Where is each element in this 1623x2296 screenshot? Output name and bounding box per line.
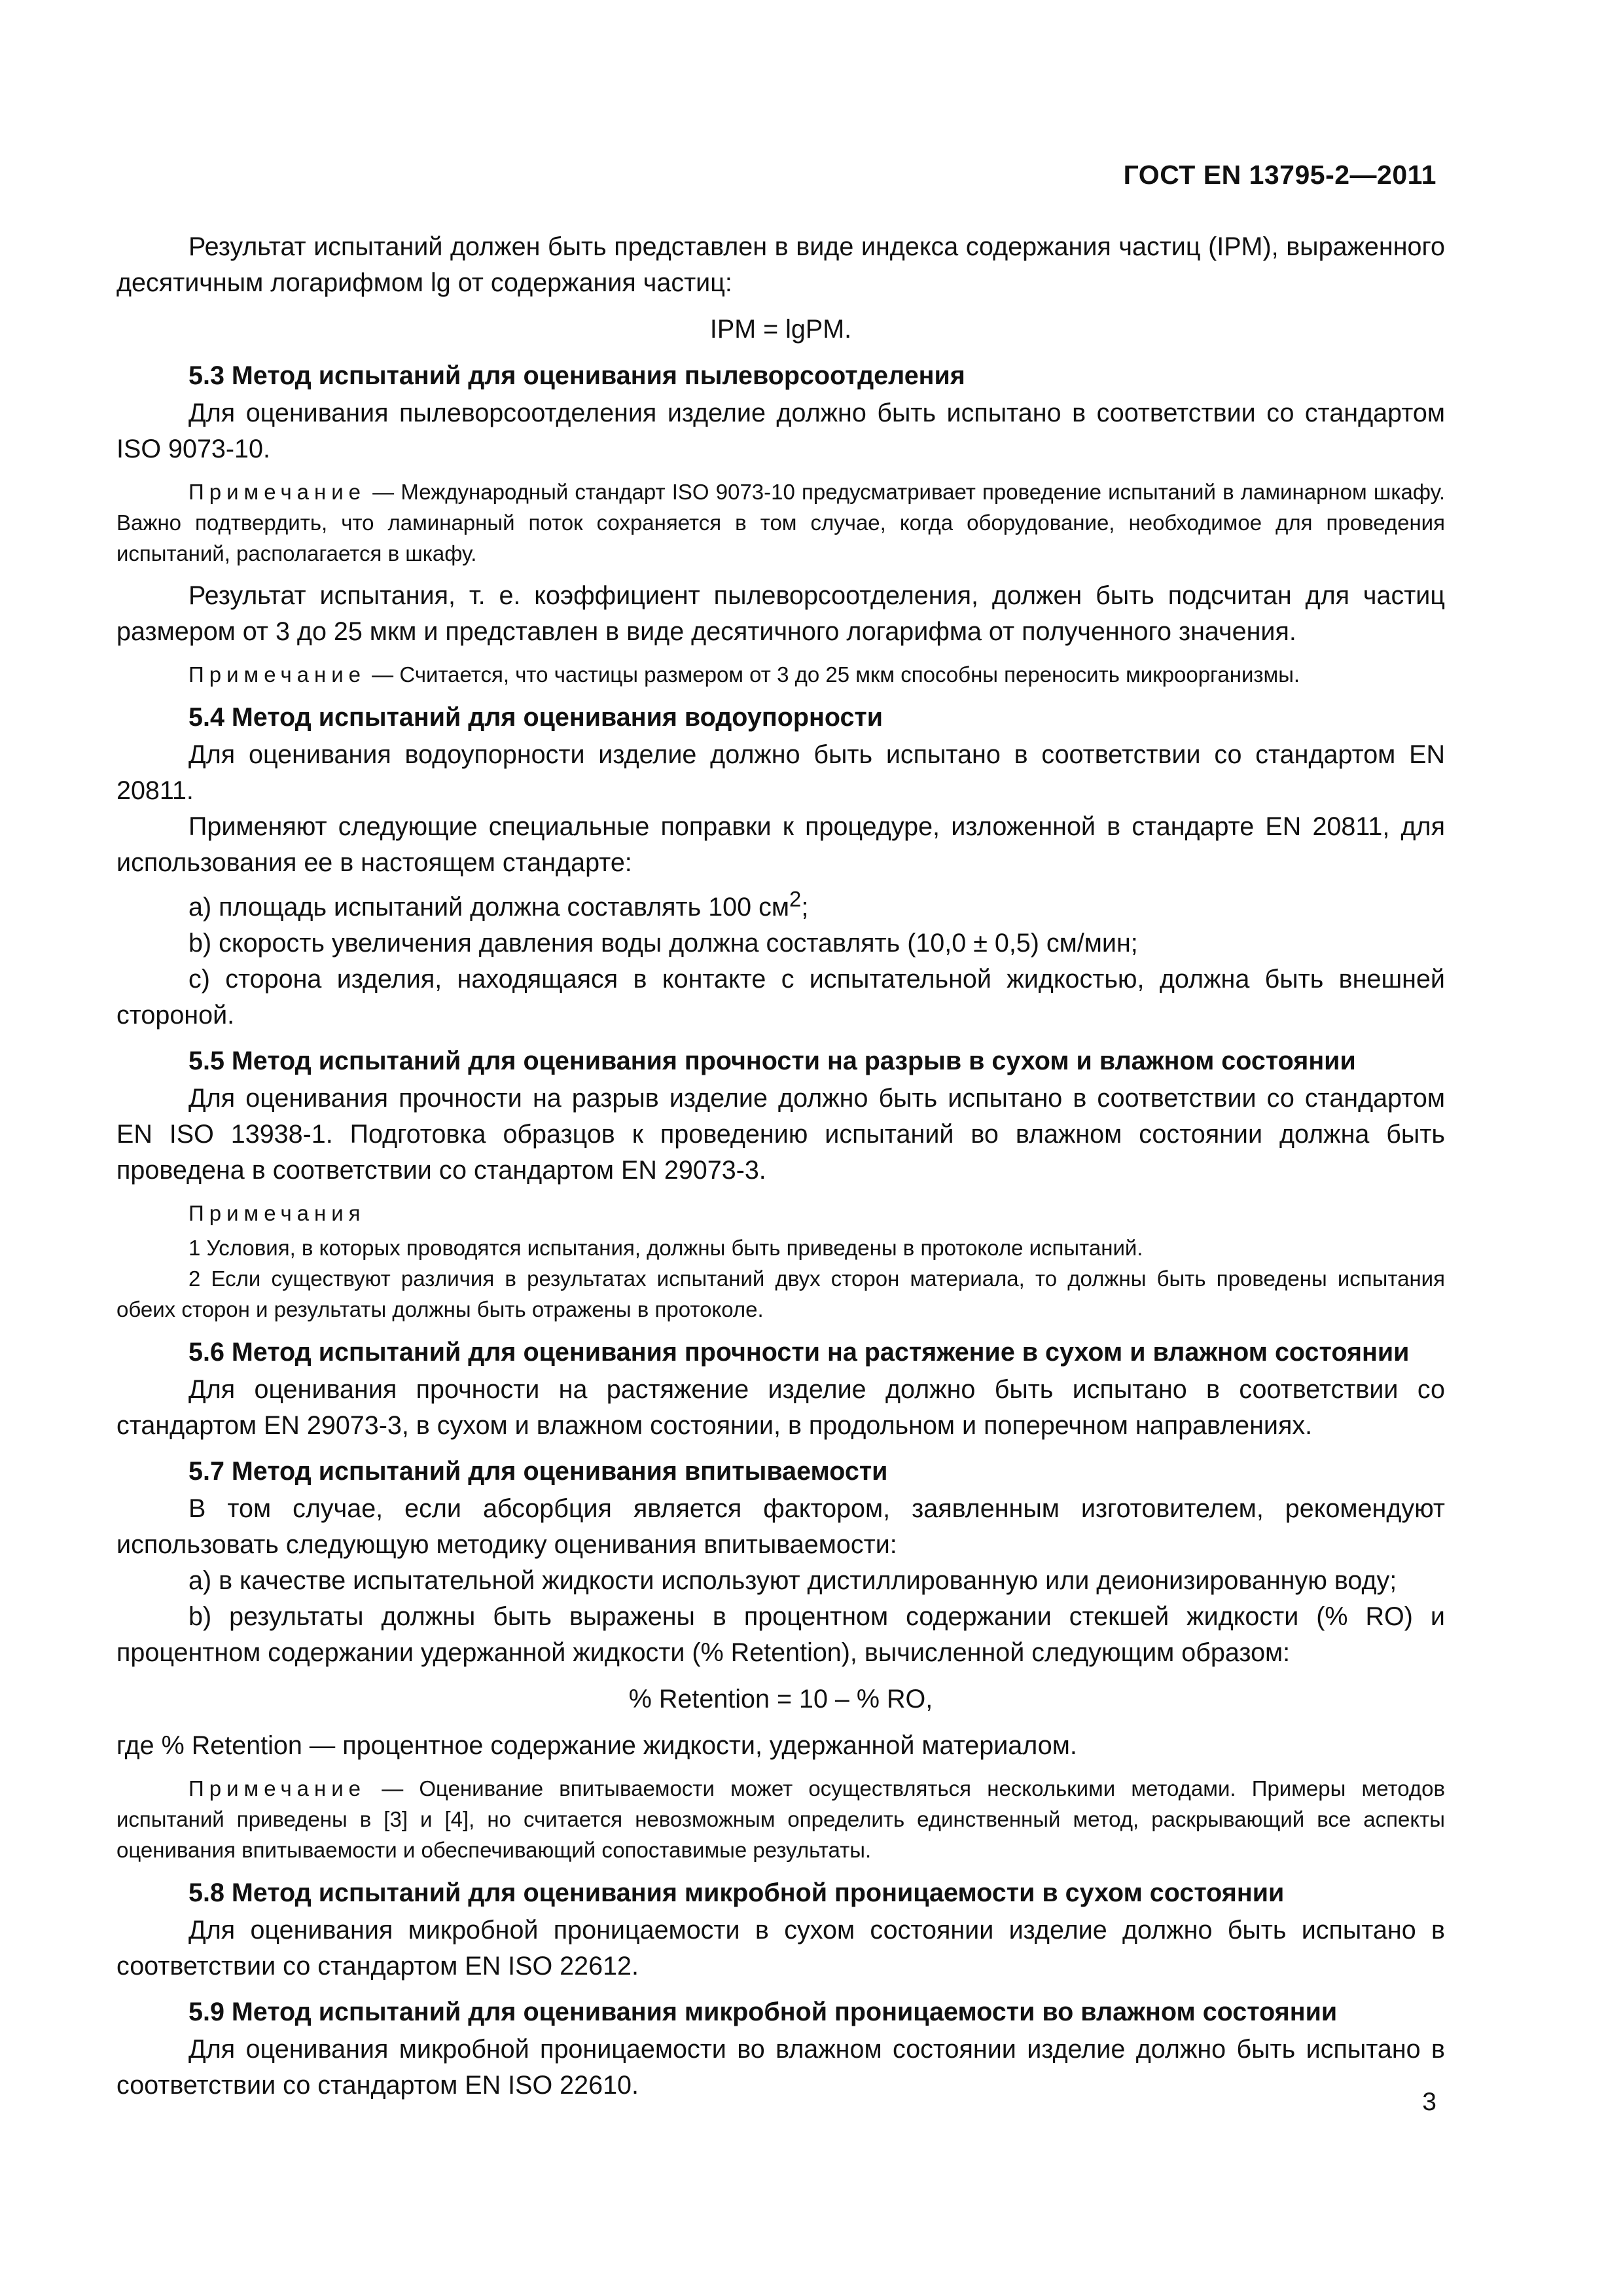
note-label: Примечание [188,1776,366,1801]
section-5-7-paragraph-1: В том случае, если абсорбция является фактором, заявленным изготовителем, рекомендуют использовать следующую методику оценивания впитываемости: [116,1494,1445,1560]
note-text: — Международный стандарт ISO 9073-10 предусматривает проведение испытаний в ламинарном шкафу. Важно подтвердить, что ламинарный поток сохраняется в том случае, когда оборудование, необходимое для проведения испытаний, располагается в шкафу. [116,480,1445,565]
section-5-3-title: 5.3 Метод испытаний для оценивания пылеворсоотделения [188,361,965,390]
section-5-7-title: 5.7 Метод испытаний для оценивания впитываемости [188,1457,888,1486]
notes-label: Примечания [188,1201,366,1226]
section-5-5-paragraph-1: Для оценивания прочности на разрыв изделие должно быть испытано в соответствии со стандартом EN ISO 13938-1. Подготовка образцов к проведению испытаний во влажном состоянии должна быть проведена в соответствии со стандартом EN 29073-3. [116,1084,1445,1185]
section-5-7-item-b: b) результаты должны быть выражены в процентном содержании стекшей жидкости (% RO) и процентном содержании удержанной жидкости (% Retention), вычисленной следующим образом: [116,1602,1445,1668]
section-5-7-item-a: а) в качестве испытательной жидкости используют дистиллированную или деионизированную воду; [188,1566,1397,1596]
section-5-5-note-1: 1 Условия, в которых проводятся испытания, должны быть приведены в протоколе испытаний. [188,1236,1143,1261]
section-5-7-where: где % Retention — процентное содержание жидкости, удержанной материалом. [116,1731,1077,1761]
standard-header: ГОСТ EN 13795-2—2011 [1123,160,1436,190]
item-a-superscript: 2 [789,887,802,911]
section-5-4-paragraph-2: Применяют следующие специальные поправки к процедуре, изложенной в стандарте EN 20811, для использования ее в настоящем стандарте: [116,812,1445,877]
section-5-3-paragraph-2: Результат испытания, т. е. коэффициент пылеворсоотделения, должен быть подсчитан для частиц размером от 3 до 25 мкм и представлен в виде десятичного логарифма от полученного значения. [116,581,1445,646]
section-5-7-formula: % Retention = 10 – % RO, [628,1685,933,1714]
section-5-3-note-1 [116,476,1445,569]
item-a-end: ; [801,893,809,922]
section-5-6-title: 5.6 Метод испытаний для оценивания прочности на растяжение в сухом и влажном состоянии [188,1338,1410,1367]
note-label: Примечание [188,480,366,504]
section-5-6-paragraph-1: Для оценивания прочности на растяжение изделие должно быть испытано в соответствии со стандартом EN 29073-3, в сухом и влажном состоянии, в продольном и поперечном направлениях. [116,1375,1445,1441]
item-a-text: а) площадь испытаний должна составлять 100 см [188,893,789,922]
section-5-7-note [116,1773,1445,1865]
section-5-9-paragraph-1: Для оценивания микробной проницаемости во влажном состоянии изделие должно быть испытано в соответствии со стандартом EN ISO 22610. [116,2035,1445,2100]
section-5-8-title: 5.8 Метод испытаний для оценивания микробной проницаемости в сухом состоянии [188,1878,1285,1908]
note-text: — Считается, что частицы размером от 3 до 25 мкм способны переносить микроорганизмы. [366,662,1300,687]
section-5-4-title: 5.4 Метод испытаний для оценивания водоупорности [188,703,883,732]
note-text: — Оценивание впитываемости может осуществляться несколькими методами. Примеры методов испытаний приведены в [3] и [4], но считается невозможным определить единственный метод, раскрывающий все аспекты оценивания впитываемости и обеспечивающий сопоставимые результаты. [116,1776,1445,1863]
section-5-4-item-b: b) скорость увеличения давления воды должна составлять (10,0 ± 0,5) см/мин; [188,929,1138,958]
section-5-5-note-2: 2 Если существуют различия в результатах испытаний двух сторон материала, то должны быть проведены испытания обеих сторон и результаты должны быть отражены в протоколе. [116,1266,1445,1322]
section-5-5-notes-label [116,1198,1445,1229]
section-5-4-item-c: с) сторона изделия, находящаяся в контакте с испытательной жидкостью, должна быть внешней стороной. [116,965,1445,1030]
section-5-8-paragraph-1: Для оценивания микробной проницаемости в сухом состоянии изделие должно быть испытано в соответствии со стандартом EN ISO 22612. [116,1916,1445,1981]
section-5-4-item-a [116,881,1445,925]
intro-formula: IPM = lgPM. [709,315,852,344]
page-number: 3 [1422,2088,1436,2116]
section-5-5-title: 5.5 Метод испытаний для оценивания прочности на разрыв в сухом и влажном состоянии [188,1047,1356,1076]
section-5-3-note-2 [116,659,1445,690]
document-body [116,229,1445,2104]
intro-paragraph: Результат испытаний должен быть представлен в виде индекса содержания частиц (IPM), выраженного десятичным логарифмом lg от содержания частиц: [116,232,1445,297]
note-label: Примечание [188,662,366,687]
section-5-4-paragraph-1: Для оценивания водоупорности изделие должно быть испытано в соответствии со стандартом EN 20811. [116,740,1445,805]
section-5-9-title: 5.9 Метод испытаний для оценивания микробной проницаемости во влажном состоянии [188,1998,1338,2027]
section-5-3-paragraph-1: Для оценивания пылеворсоотделения изделие должно быть испытано в соответствии со стандартом ISO 9073-10. [116,399,1445,463]
